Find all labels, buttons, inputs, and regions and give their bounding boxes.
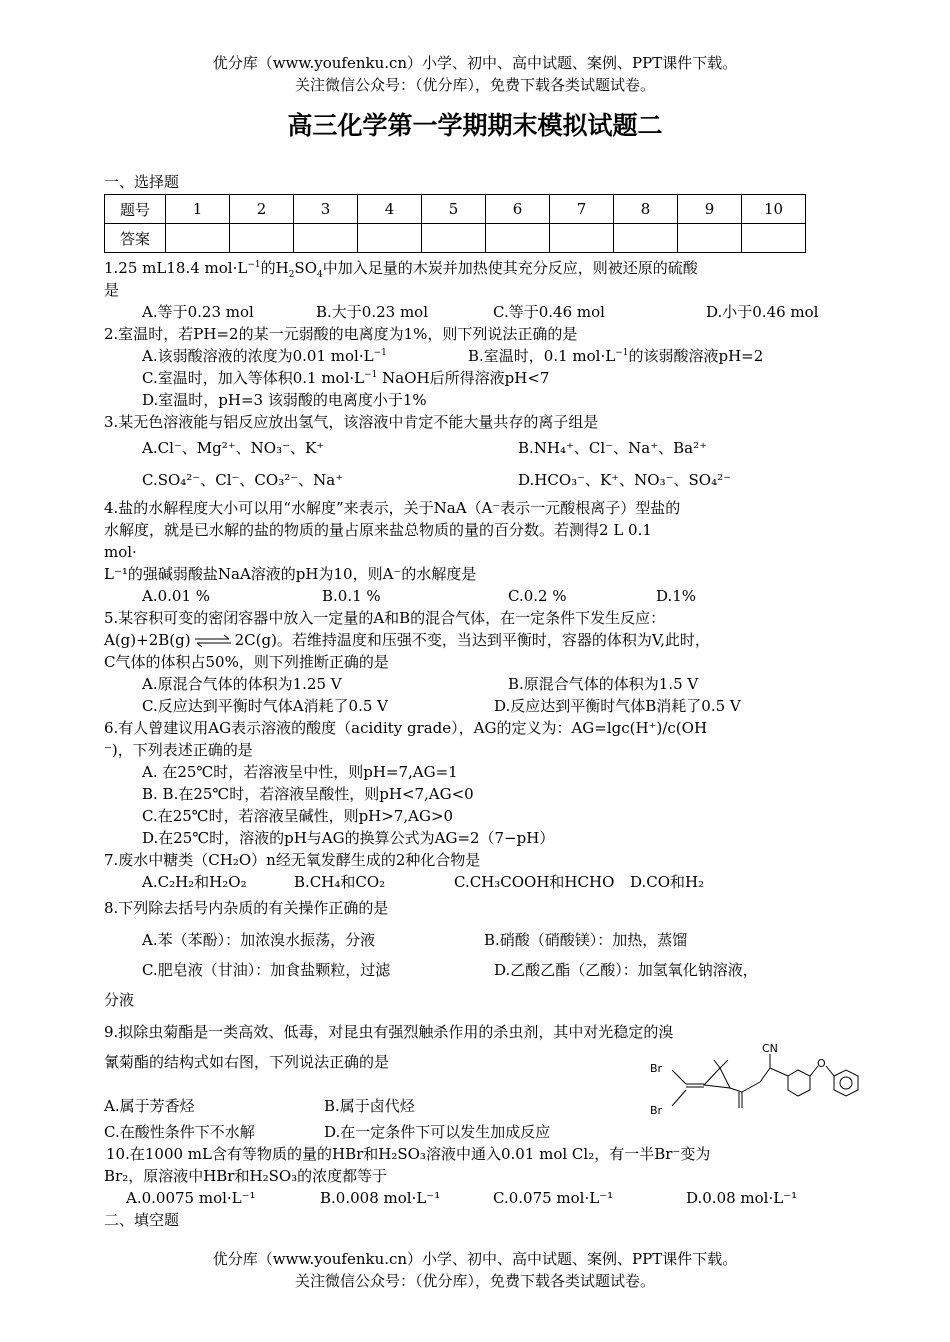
q7-option-c: C.CH₃COOH和HCHO [454, 873, 615, 891]
q6-option-a: A. 在25℃时，若溶液呈中性，则pH=7,AG=1 [142, 763, 458, 781]
q2-option-b: B.室温时，0.1 $mol\cdot L^{-1}$的该弱酸溶液pH=2 [468, 347, 764, 365]
footer-line-2: 关注微信公众号：（优分库），免费下载各类试题试卷。 [294, 1272, 655, 1290]
answer-cell[interactable] [422, 224, 486, 253]
page-title: 高三化学第一学期期末模拟试题二 [287, 111, 663, 140]
q10-line-2: Br₂，原溶液中HBr和H₂SO₃的浓度都等于 [104, 1167, 388, 1185]
q9-option-b: B.属于卤代烃 [324, 1097, 415, 1115]
q10-option-d: D.0.08 mol·L⁻¹ [686, 1189, 798, 1207]
q5-option-b: B.原混合气体的体积为1.5 V [508, 675, 699, 693]
answer-table-number-row [105, 195, 806, 224]
q7-option-d: D.CO和H₂ [630, 873, 705, 891]
q4-line-4: L⁻¹的强碱弱酸盐NaA溶液的pH为10，则A⁻的水解度是 [104, 565, 477, 583]
table-number-1: 1 [166, 195, 230, 224]
header-line-1: 优分库（www.youfenku.cn）小学、初中、高中试题、案例、PPT课件下载。 [212, 54, 738, 72]
section-heading-fill: 二、填空题 [104, 1211, 180, 1229]
answer-cell[interactable] [294, 224, 358, 253]
q3-option-b: B.NH₄⁺、Cl⁻、Na⁺、Ba²⁺ [518, 439, 708, 457]
q10-option-c: C.0.075 mol·L⁻¹ [493, 1189, 614, 1207]
q8-option-c: C.肥皂液（甘油）：加食盐颗粒，过滤 [142, 961, 391, 979]
header-line-2: 关注微信公众号：（优分库），免费下载各类试题试卷。 [294, 76, 655, 94]
q2-option-a: A.该弱酸溶液的浓度为0.01 $mol\cdot L^{-1}$ [142, 347, 387, 365]
answer-cell[interactable] [166, 224, 230, 253]
table-number-8: 8 [614, 195, 678, 224]
q9-option-c: C.在酸性条件下不水解 [104, 1123, 255, 1141]
q3-option-a: A.Cl⁻、Mg²⁺、NO₃⁻、K⁺ [142, 439, 325, 457]
struct-label-br-1: Br [650, 1062, 663, 1075]
answer-cell[interactable] [358, 224, 422, 253]
q7-stem: 7.废水中糖类（CH₂O）n经无氧发酵生成的2种化合物是 [104, 851, 481, 869]
q6-option-c: C.在25℃时，若溶液呈碱性，则pH>7,AG>0 [142, 807, 454, 825]
table-number-6: 6 [486, 195, 550, 224]
table-number-4: 4 [358, 195, 422, 224]
q4-option-d: D.1% [656, 587, 697, 605]
answer-cell[interactable] [678, 224, 742, 253]
q9-line-2: 氰菊酯的结构式如右图，下列说法正确的是 [104, 1053, 390, 1071]
q5-line-1: 5.某容积可变的密闭容器中放入一定量的A和B的混合气体，在一定条件下发生反应： [104, 609, 666, 627]
q5-line-2: A(g)+2B(g) 2C(g)。若维持温度和压强不变，当达到平衡时，容器的体积为V,此时， [104, 631, 710, 649]
q2-option-d: D.室温时，pH=3 该弱酸的电离度小于1% [142, 391, 427, 409]
q3-option-c: C.SO₄²⁻、Cl⁻、CO₃²⁻、Na⁺ [142, 471, 344, 489]
equilibrium-arrow-icon [193, 634, 233, 648]
q4-line-3: mol· [104, 543, 137, 561]
q9-option-a: A.属于芳香烃 [104, 1097, 195, 1115]
q1-option-c: C.等于0.46 mol [493, 303, 605, 321]
q7-option-a: A.C₂H₂和H₂O₂ [142, 873, 247, 891]
q1-stem: 1.25 mL18.4 $mol\cdot L^{-1}$的$H_2SO_4$中加入足量的木炭并加热使其充分反应，则被还原的硫酸 [104, 259, 698, 280]
q9-line-1: 9.拟除虫菊酯是一类高效、低毒，对昆虫有强烈触杀作用的杀虫剂，其中对光稳定的溴 [104, 1023, 674, 1041]
table-label-answer: 答案 [105, 224, 166, 253]
answer-cell[interactable] [230, 224, 294, 253]
q10-option-b: B.0.008 mol·L⁻¹ [320, 1189, 441, 1207]
struct-label-cn: CN [762, 1042, 778, 1055]
q4-line-2: 水解度，就是已水解的盐的物质的量占原来盐总物质的量的百分数。若测得2 L 0.1 [104, 521, 652, 539]
struct-label-o: O [817, 1057, 826, 1070]
q9-option-d: D.在一定条件下可以发生加成反应 [324, 1123, 551, 1141]
q2-stem: 2.室温时，若PH=2的某一元弱酸的电离度为1%，则下列说法正确的是 [104, 325, 578, 343]
q8-option-d: D.乙酸乙酯（乙酸）：加氢氧化钠溶液， [494, 961, 758, 979]
table-number-9: 9 [678, 195, 742, 224]
q4-line-1: 4.盐的水解程度大小可以用“水解度”来表示，关于NaA（A⁻表示一元酸根离子）型盐的 [104, 499, 681, 517]
table-number-3: 3 [294, 195, 358, 224]
answer-cell[interactable] [614, 224, 678, 253]
deltamethrin-structure-diagram [642, 1040, 874, 1132]
answer-cell[interactable] [486, 224, 550, 253]
answer-table-answer-row [105, 224, 806, 253]
footer-line-1: 优分库（www.youfenku.cn）小学、初中、高中试题、案例、PPT课件下载。 [212, 1250, 738, 1268]
q1-option-a: A.等于0.23 mol [142, 303, 254, 321]
q5-line-3: C气体的体积占50%，则下列推断正确的是 [104, 653, 389, 671]
q10-line-1: 10.在1000 mL含有等物质的量的HBr和H₂SO₃溶液中通入0.01 mol Cl₂，有一半Br⁻变为 [106, 1145, 711, 1163]
q4-option-c: C.0.2 % [508, 587, 567, 605]
struct-label-br-2: Br [650, 1104, 663, 1117]
section-heading-choice: 一、选择题 [104, 173, 180, 191]
table-number-7: 7 [550, 195, 614, 224]
q5-option-a: A.原混合气体的体积为1.25 V [142, 675, 342, 693]
q5-option-c: C.反应达到平衡时气体A消耗了0.5 V [142, 697, 388, 715]
q6-option-d: D.在25℃时，溶液的pH与AG的换算公式为AG=2（7−pH） [142, 829, 555, 847]
q1-option-d: D.小于0.46 mol [706, 303, 819, 321]
q1-stem-line-2: 是 [104, 281, 120, 299]
q8-stem: 8.下列除去括号内杂质的有关操作正确的是 [104, 899, 389, 917]
table-label-number: 题号 [105, 195, 166, 224]
q8-option-d-cont: 分液 [104, 991, 135, 1009]
q6-option-b: B. B.在25℃时，若溶液呈酸性，则pH<7,AG<0 [142, 785, 474, 803]
q3-option-d: D.HCO₃⁻、K⁺、NO₃⁻、SO₄²⁻ [518, 471, 732, 489]
q2-option-c: C.室温时，加入等体积0.1 $mol\cdot L^{-1}$ NaOH后所得溶液pH<7 [142, 369, 550, 387]
q8-option-a: A.苯（苯酚）：加浓溴水振荡，分液 [142, 931, 376, 949]
answer-table [104, 194, 806, 253]
q8-option-b: B.硝酸（硝酸镁）：加热，蒸馏 [484, 931, 688, 949]
q4-option-a: A.0.01 % [142, 587, 211, 605]
q4-option-b: B.0.1 % [322, 587, 381, 605]
q1-option-b: B.大于0.23 mol [316, 303, 429, 321]
q6-line-2: ⁻)，下列表述正确的是 [104, 741, 253, 759]
table-number-5: 5 [422, 195, 486, 224]
table-number-2: 2 [230, 195, 294, 224]
q3-stem: 3.某无色溶液能与铝反应放出氢气，该溶液中肯定不能大量共存的离子组是 [104, 413, 599, 431]
q10-option-a: A.0.0075 mol·L⁻¹ [126, 1189, 256, 1207]
answer-cell[interactable] [742, 224, 806, 253]
q5-option-d: D.反应达到平衡时气体B消耗了0.5 V [494, 697, 741, 715]
q6-line-1: 6.有人曾建议用AG表示溶液的酸度（acidity grade），AG的定义为：AG=lgc(H⁺)/c(OH [104, 719, 708, 737]
q7-option-b: B.CH₄和CO₂ [294, 873, 386, 891]
answer-cell[interactable] [550, 224, 614, 253]
table-number-10: 10 [742, 195, 806, 224]
